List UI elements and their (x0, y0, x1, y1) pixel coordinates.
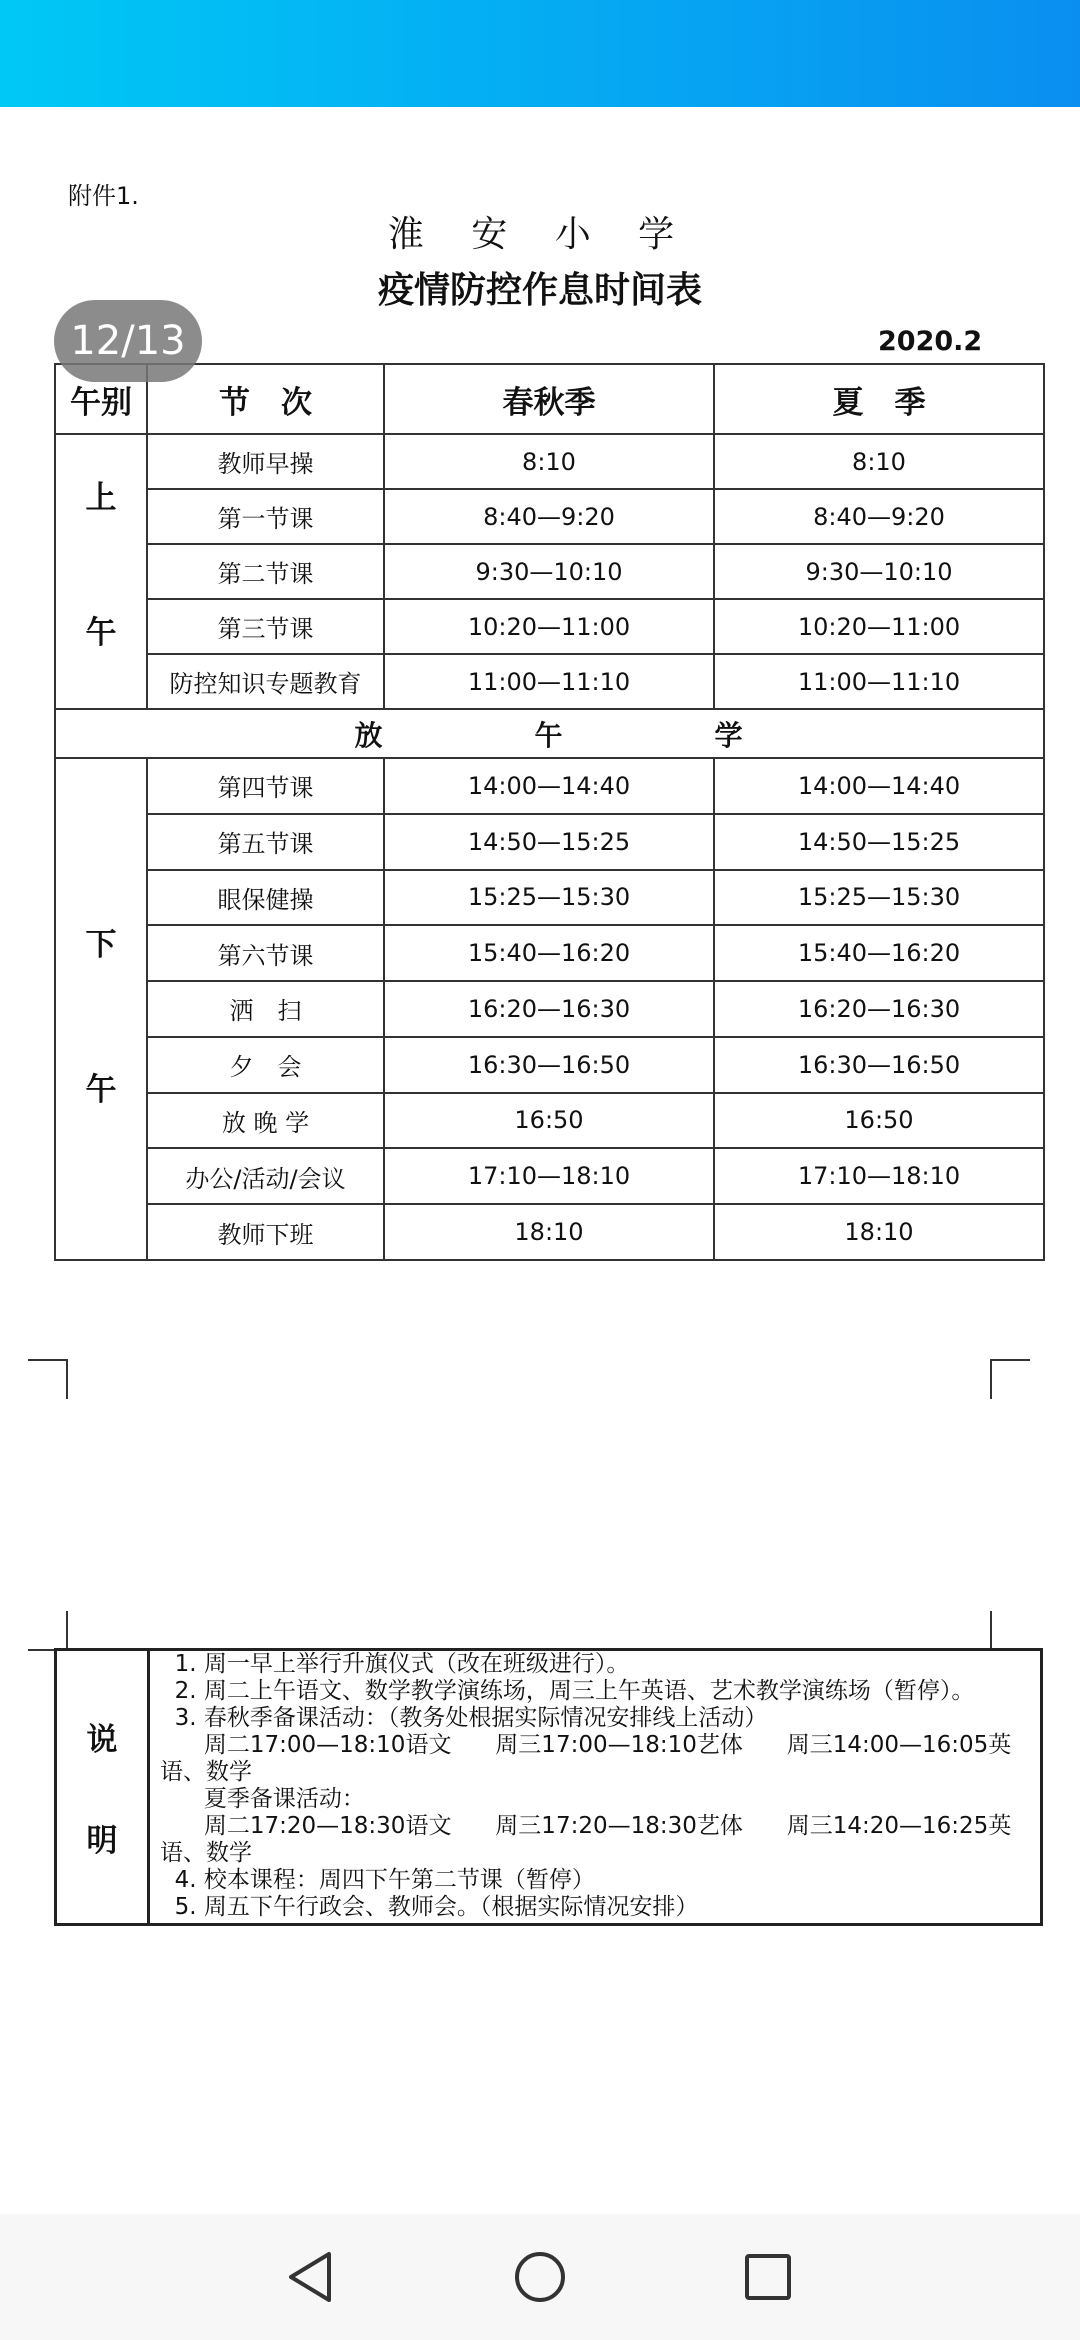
session-name: 第六节课 (147, 925, 384, 981)
page-indicator-badge: 12/13 (54, 300, 202, 382)
afternoon-label (55, 758, 147, 1260)
table-row (55, 599, 1044, 654)
time-spring-autumn: 9:30—10:10 (384, 544, 714, 599)
note-line: 夏季备课活动： (160, 1786, 365, 1812)
session-name: 办公/活动/会议 (147, 1148, 384, 1204)
time-spring-autumn: 15:40—16:20 (384, 925, 714, 981)
table-row (55, 925, 1044, 981)
session-name: 教师下班 (147, 1204, 384, 1260)
session-name: 第三节课 (147, 599, 384, 654)
session-name: 放 晚 学 (147, 1093, 384, 1149)
session-name: 洒 扫 (147, 981, 384, 1037)
notes-label-char: 明 (86, 1823, 118, 1859)
time-summer: 8:40—9:20 (714, 489, 1044, 544)
notes-label (56, 1650, 149, 1925)
table-row (55, 544, 1044, 599)
time-spring-autumn: 15:25—15:30 (384, 870, 714, 926)
back-icon (285, 2250, 335, 2304)
note-line: 周二17:20—18:30语文 周三17:20—18:30艺体 周三14:20—16:25英语、数学 (160, 1813, 1012, 1866)
time-spring-autumn: 16:50 (384, 1093, 714, 1149)
time-summer: 11:00—11:10 (714, 654, 1044, 709)
morning-label (55, 434, 147, 709)
table-row (55, 814, 1044, 870)
page-crop-mark (28, 1611, 68, 1651)
noon-break-label: 放 午 学 (55, 709, 1044, 758)
header-summer: 夏 季 (714, 364, 1044, 434)
home-button[interactable] (480, 2214, 600, 2340)
table-row (55, 981, 1044, 1037)
note-line: 5. 周五下午行政会、教师会。（根据实际情况安排） (160, 1894, 699, 1920)
table-row (55, 654, 1044, 709)
time-summer: 8:10 (714, 434, 1044, 489)
time-spring-autumn: 17:10—18:10 (384, 1148, 714, 1204)
time-spring-autumn: 14:00—14:40 (384, 758, 714, 814)
time-spring-autumn: 10:20—11:00 (384, 599, 714, 654)
session-name: 第四节课 (147, 758, 384, 814)
time-summer: 14:50—15:25 (714, 814, 1044, 870)
table-row (55, 1148, 1044, 1204)
note-line: 3. 春秋季备课活动：（教务处根据实际情况安排线上活动） (160, 1705, 768, 1731)
time-spring-autumn: 11:00—11:10 (384, 654, 714, 709)
table-row (55, 1204, 1044, 1260)
table-row (55, 489, 1044, 544)
document-date: 2020.2 (878, 326, 983, 357)
time-spring-autumn: 14:50—15:25 (384, 814, 714, 870)
header-spring-autumn: 春秋季 (384, 364, 714, 434)
notes-body (149, 1650, 1042, 1925)
table-row (55, 1093, 1044, 1149)
time-summer: 15:25—15:30 (714, 870, 1044, 926)
header-session: 节 次 (147, 364, 384, 434)
header-period: 午别 (55, 364, 147, 434)
session-name: 防控知识专题教育 (147, 654, 384, 709)
time-summer: 16:30—16:50 (714, 1037, 1044, 1093)
session-name: 夕 会 (147, 1037, 384, 1093)
afternoon-label-char: 午 (85, 1072, 117, 1108)
table-row (55, 870, 1044, 926)
note-line: 周二17:00—18:10语文 周三17:00—18:10艺体 周三14:00—16:05英语、数学 (160, 1732, 1012, 1785)
time-summer: 15:40—16:20 (714, 925, 1044, 981)
table-row (55, 434, 1044, 489)
morning-label-char: 午 (85, 614, 117, 651)
document-title: 疫情防控作息时间表 (377, 270, 702, 311)
system-navigation-bar (0, 2214, 1080, 2340)
time-summer: 16:20—16:30 (714, 981, 1044, 1037)
time-spring-autumn: 16:20—16:30 (384, 981, 714, 1037)
recent-apps-icon (744, 2253, 792, 2301)
time-summer: 18:10 (714, 1204, 1044, 1260)
time-spring-autumn: 16:30—16:50 (384, 1037, 714, 1093)
back-button[interactable] (250, 2214, 370, 2340)
home-icon (513, 2250, 567, 2304)
recent-apps-button[interactable] (708, 2214, 828, 2340)
notes-table (54, 1648, 1043, 1926)
morning-label-char: 上 (85, 479, 117, 516)
noon-break-row (55, 709, 1044, 758)
session-name: 眼保健操 (147, 870, 384, 926)
time-spring-autumn: 8:40—9:20 (384, 489, 714, 544)
session-name: 第二节课 (147, 544, 384, 599)
time-summer: 16:50 (714, 1093, 1044, 1149)
page-crop-mark (990, 1611, 1030, 1651)
afternoon-label-char: 下 (85, 927, 117, 963)
table-row (55, 758, 1044, 814)
note-line: 4. 校本课程：周四下午第二节课（暂停） (160, 1867, 595, 1893)
page-crop-mark (28, 1359, 68, 1399)
session-name: 第五节课 (147, 814, 384, 870)
attachment-label: 附件1. (68, 182, 139, 210)
session-name: 第一节课 (147, 489, 384, 544)
note-line: 1. 周一早上举行升旗仪式（改在班级进行）。 (160, 1651, 630, 1677)
time-summer: 14:00—14:40 (714, 758, 1044, 814)
session-name: 教师早操 (147, 434, 384, 489)
top-app-bar (0, 0, 1080, 107)
page-crop-mark (990, 1359, 1030, 1399)
notes-label-char: 说 (86, 1722, 118, 1758)
time-summer: 9:30—10:10 (714, 544, 1044, 599)
note-line: 2. 周二上午语文、数学教学演练场，周三上午英语、艺术教学演练场（暂停）。 (160, 1678, 975, 1704)
school-name: 淮 安 小 学 (387, 214, 693, 255)
time-spring-autumn: 8:10 (384, 434, 714, 489)
time-spring-autumn: 18:10 (384, 1204, 714, 1260)
schedule-table (54, 363, 1045, 1261)
time-summer: 17:10—18:10 (714, 1148, 1044, 1204)
time-summer: 10:20—11:00 (714, 599, 1044, 654)
table-row (55, 1037, 1044, 1093)
